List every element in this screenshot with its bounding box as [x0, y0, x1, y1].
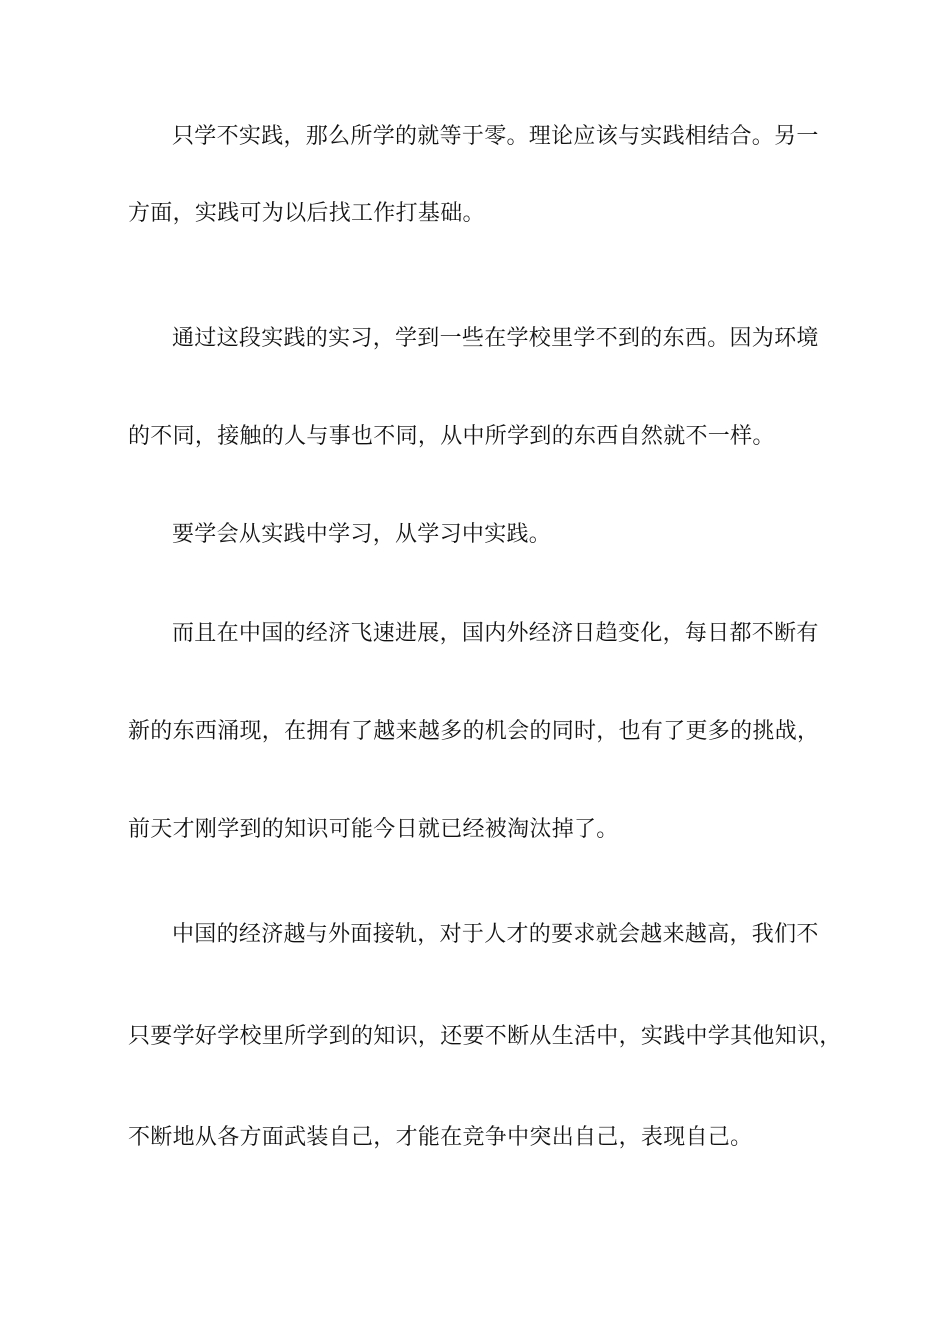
- paragraph-3-line-1: 要学会从实践中学习，从学习中实践。: [172, 522, 552, 547]
- paragraph-5-line-2: 只要学好学校里所学到的知识，还要不断从生活中，实践中学其他知识，: [128, 1024, 842, 1049]
- paragraph-4-line-2: 新的东西涌现，在拥有了越来越多的机会的同时，也有了更多的挑战，: [128, 719, 820, 744]
- paragraph-1-line-1: 只学不实践，那么所学的就等于零。理论应该与实践相结合。另一: [172, 124, 819, 149]
- paragraph-5-line-1: 中国的经济越与外面接轨，对于人才的要求就会越来越高，我们不: [172, 922, 819, 947]
- paragraph-2-line-1: 通过这段实践的实习，学到一些在学校里学不到的东西。因为环境: [172, 326, 819, 351]
- paragraph-1-line-2: 方面，实践可为以后找工作打基础。: [128, 201, 485, 226]
- paragraph-5-line-3: 不断地从各方面武装自己，才能在竞争中突出自己，表现自己。: [128, 1125, 753, 1150]
- paragraph-4-line-1: 而且在中国的经济飞速进展，国内外经济日趋变化，每日都不断有: [172, 621, 819, 646]
- paragraph-4-line-3: 前天才刚学到的知识可能今日就已经被淘汰掉了。: [128, 817, 619, 842]
- paragraph-2-line-2: 的不同，接触的人与事也不同，从中所学到的东西自然就不一样。: [128, 424, 775, 449]
